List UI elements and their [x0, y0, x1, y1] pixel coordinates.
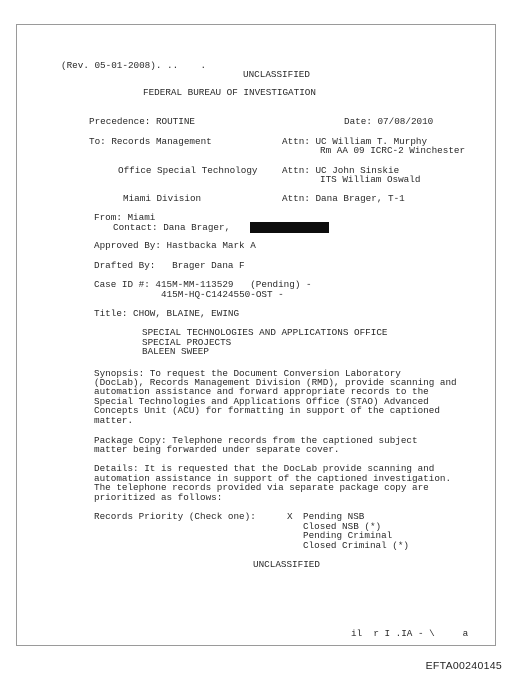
package-line: Package Copy: Telephone records from the captioned subject	[94, 435, 418, 446]
synopsis-line: Synopsis: To request the Document Conversion Laboratory	[94, 368, 401, 379]
case-id-line-2: 415M-HQ-C1424550-OST -	[161, 289, 284, 300]
synopsis-line: Special Technologies and Applications Office (STAO) Advanced	[94, 396, 429, 407]
details-line: automation assistance in support of the captioned investigation.	[94, 473, 452, 484]
synopsis-line: (DocLab), Records Management Division (RMD), provide scanning and	[94, 377, 457, 388]
document-page	[16, 24, 496, 646]
attn-3: Attn: Dana Brager, T-1	[282, 193, 405, 204]
revision-line: (Rev. 05-01-2008). .. .	[61, 60, 207, 71]
date: Date: 07/08/2010	[344, 116, 434, 127]
synopsis-line: matter.	[94, 415, 134, 426]
synopsis-line: Concepts Unit (ACU) for formatting in support of the captioned	[94, 405, 440, 416]
contact-line: Contact: Dana Brager,	[113, 222, 231, 233]
package-line: matter being forwarded under separate cover.	[94, 444, 340, 455]
drafted-by: Drafted By: Brager Dana F	[94, 260, 245, 271]
to-line: To: Records Management	[89, 136, 212, 147]
priority-option: Closed NSB (*)	[303, 521, 382, 532]
priority-option: Pending NSB	[303, 511, 365, 522]
details-line: prioritized as follows:	[94, 492, 223, 503]
priority-option: Pending Criminal	[303, 530, 393, 541]
agency-heading: FEDERAL BUREAU OF INVESTIGATION	[143, 87, 316, 98]
classification-bottom: UNCLASSIFIED	[253, 559, 320, 570]
footer-marks: il r I .IA - \ a	[351, 628, 469, 639]
details-line: Details: It is requested that the DocLab provide scanning and	[94, 463, 435, 474]
approved-by: Approved By: Hastbacka Mark A	[94, 240, 256, 251]
priority-label: Records Priority (Check one):	[94, 511, 256, 522]
classification-top: UNCLASSIFIED	[243, 69, 310, 80]
attn-2b: ITS William Oswald	[320, 174, 421, 185]
attn-2: Attn: UC John Sinskie	[282, 165, 400, 176]
from-line: From: Miami	[94, 212, 156, 223]
title-sub-3: BALEEN SWEEP	[142, 346, 209, 357]
title-sub-1: SPECIAL TECHNOLOGIES AND APPLICATIONS OFFICE	[142, 327, 388, 338]
attn-1-room: Rm AA 09 ICRC-2 Winchester	[320, 145, 466, 156]
precedence: Precedence: ROUTINE	[89, 116, 196, 127]
redaction-bar	[250, 222, 329, 233]
title-sub-2: SPECIAL PROJECTS	[142, 337, 232, 348]
office-line: Office Special Technology	[118, 165, 258, 176]
title-line: Title: CHOW, BLAINE, EWING	[94, 308, 240, 319]
case-id-line-1: Case ID #: 415M-MM-113529 (Pending) -	[94, 279, 312, 290]
priority-check-mark: X	[287, 511, 293, 522]
synopsis-line: automation assistance and forward appropriate records to the	[94, 386, 429, 397]
priority-option: Closed Criminal (*)	[303, 540, 410, 551]
division-line: Miami Division	[123, 193, 202, 204]
bates-number: EFTA00240145	[425, 660, 502, 672]
attn-1: Attn: UC William T. Murphy	[282, 136, 428, 147]
details-line: The telephone records provided via separate package copy are	[94, 482, 429, 493]
